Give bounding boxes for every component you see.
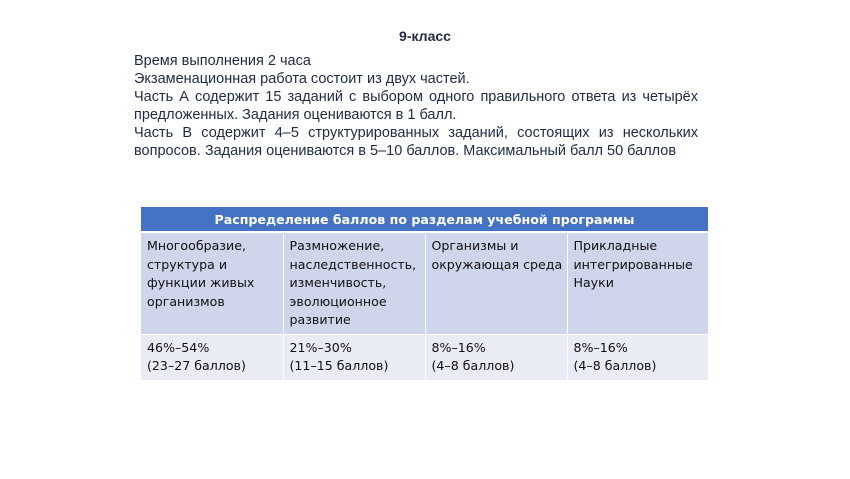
score-distribution-table-wrapper — [141, 207, 708, 380]
score-distribution-table — [141, 207, 708, 380]
score-percent: 8%–16% — [573, 339, 628, 355]
score-points: (11–15 баллов) — [289, 358, 389, 373]
page-title: 9-класс — [399, 28, 451, 44]
score-percent: 46%–54% — [147, 339, 210, 355]
part-b-description: Часть В содержит 4–5 структурированных заданий, состоящих из нескольких вопросов. Задания оцениваются в 5–10 баллов. Максимальный балл 50 баллов — [134, 125, 698, 159]
exam-structure: Экзаменационная работа состоит из двух частей. — [134, 71, 470, 87]
score-points: (4–8 баллов) — [573, 358, 657, 373]
score-percent: 21%–30% — [289, 339, 352, 355]
table-cell-section: Прикладные интегрированные Науки — [567, 232, 708, 334]
score-points: (4–8 баллов) — [431, 358, 515, 373]
table-row-scores — [141, 334, 708, 380]
table-cell-score — [283, 334, 425, 380]
exam-description — [134, 52, 698, 160]
table-header-row — [141, 207, 708, 232]
table-cell-score — [425, 334, 567, 380]
part-a-description: Часть А содержит 15 заданий с выбором одного правильного ответа из четырёх предложенных. Задания оцениваются в 1 балл. — [134, 89, 698, 123]
exam-duration: Время выполнения 2 часа — [134, 53, 311, 69]
table-row-sections — [141, 232, 708, 334]
table-header: Распределение баллов по разделам учебной программы — [141, 207, 708, 232]
score-points: (23–27 баллов) — [147, 358, 246, 373]
score-percent: 8%–16% — [431, 339, 486, 355]
table-cell-score — [141, 334, 283, 380]
table-cell-section: Размножение, наследственность, изменчивость, эволюционное развитие — [283, 232, 425, 334]
table-cell-section: Многообразие, структура и функции живых организмов — [141, 232, 283, 334]
table-cell-section: Организмы и окружающая среда — [425, 232, 567, 334]
table-cell-score — [567, 334, 708, 380]
